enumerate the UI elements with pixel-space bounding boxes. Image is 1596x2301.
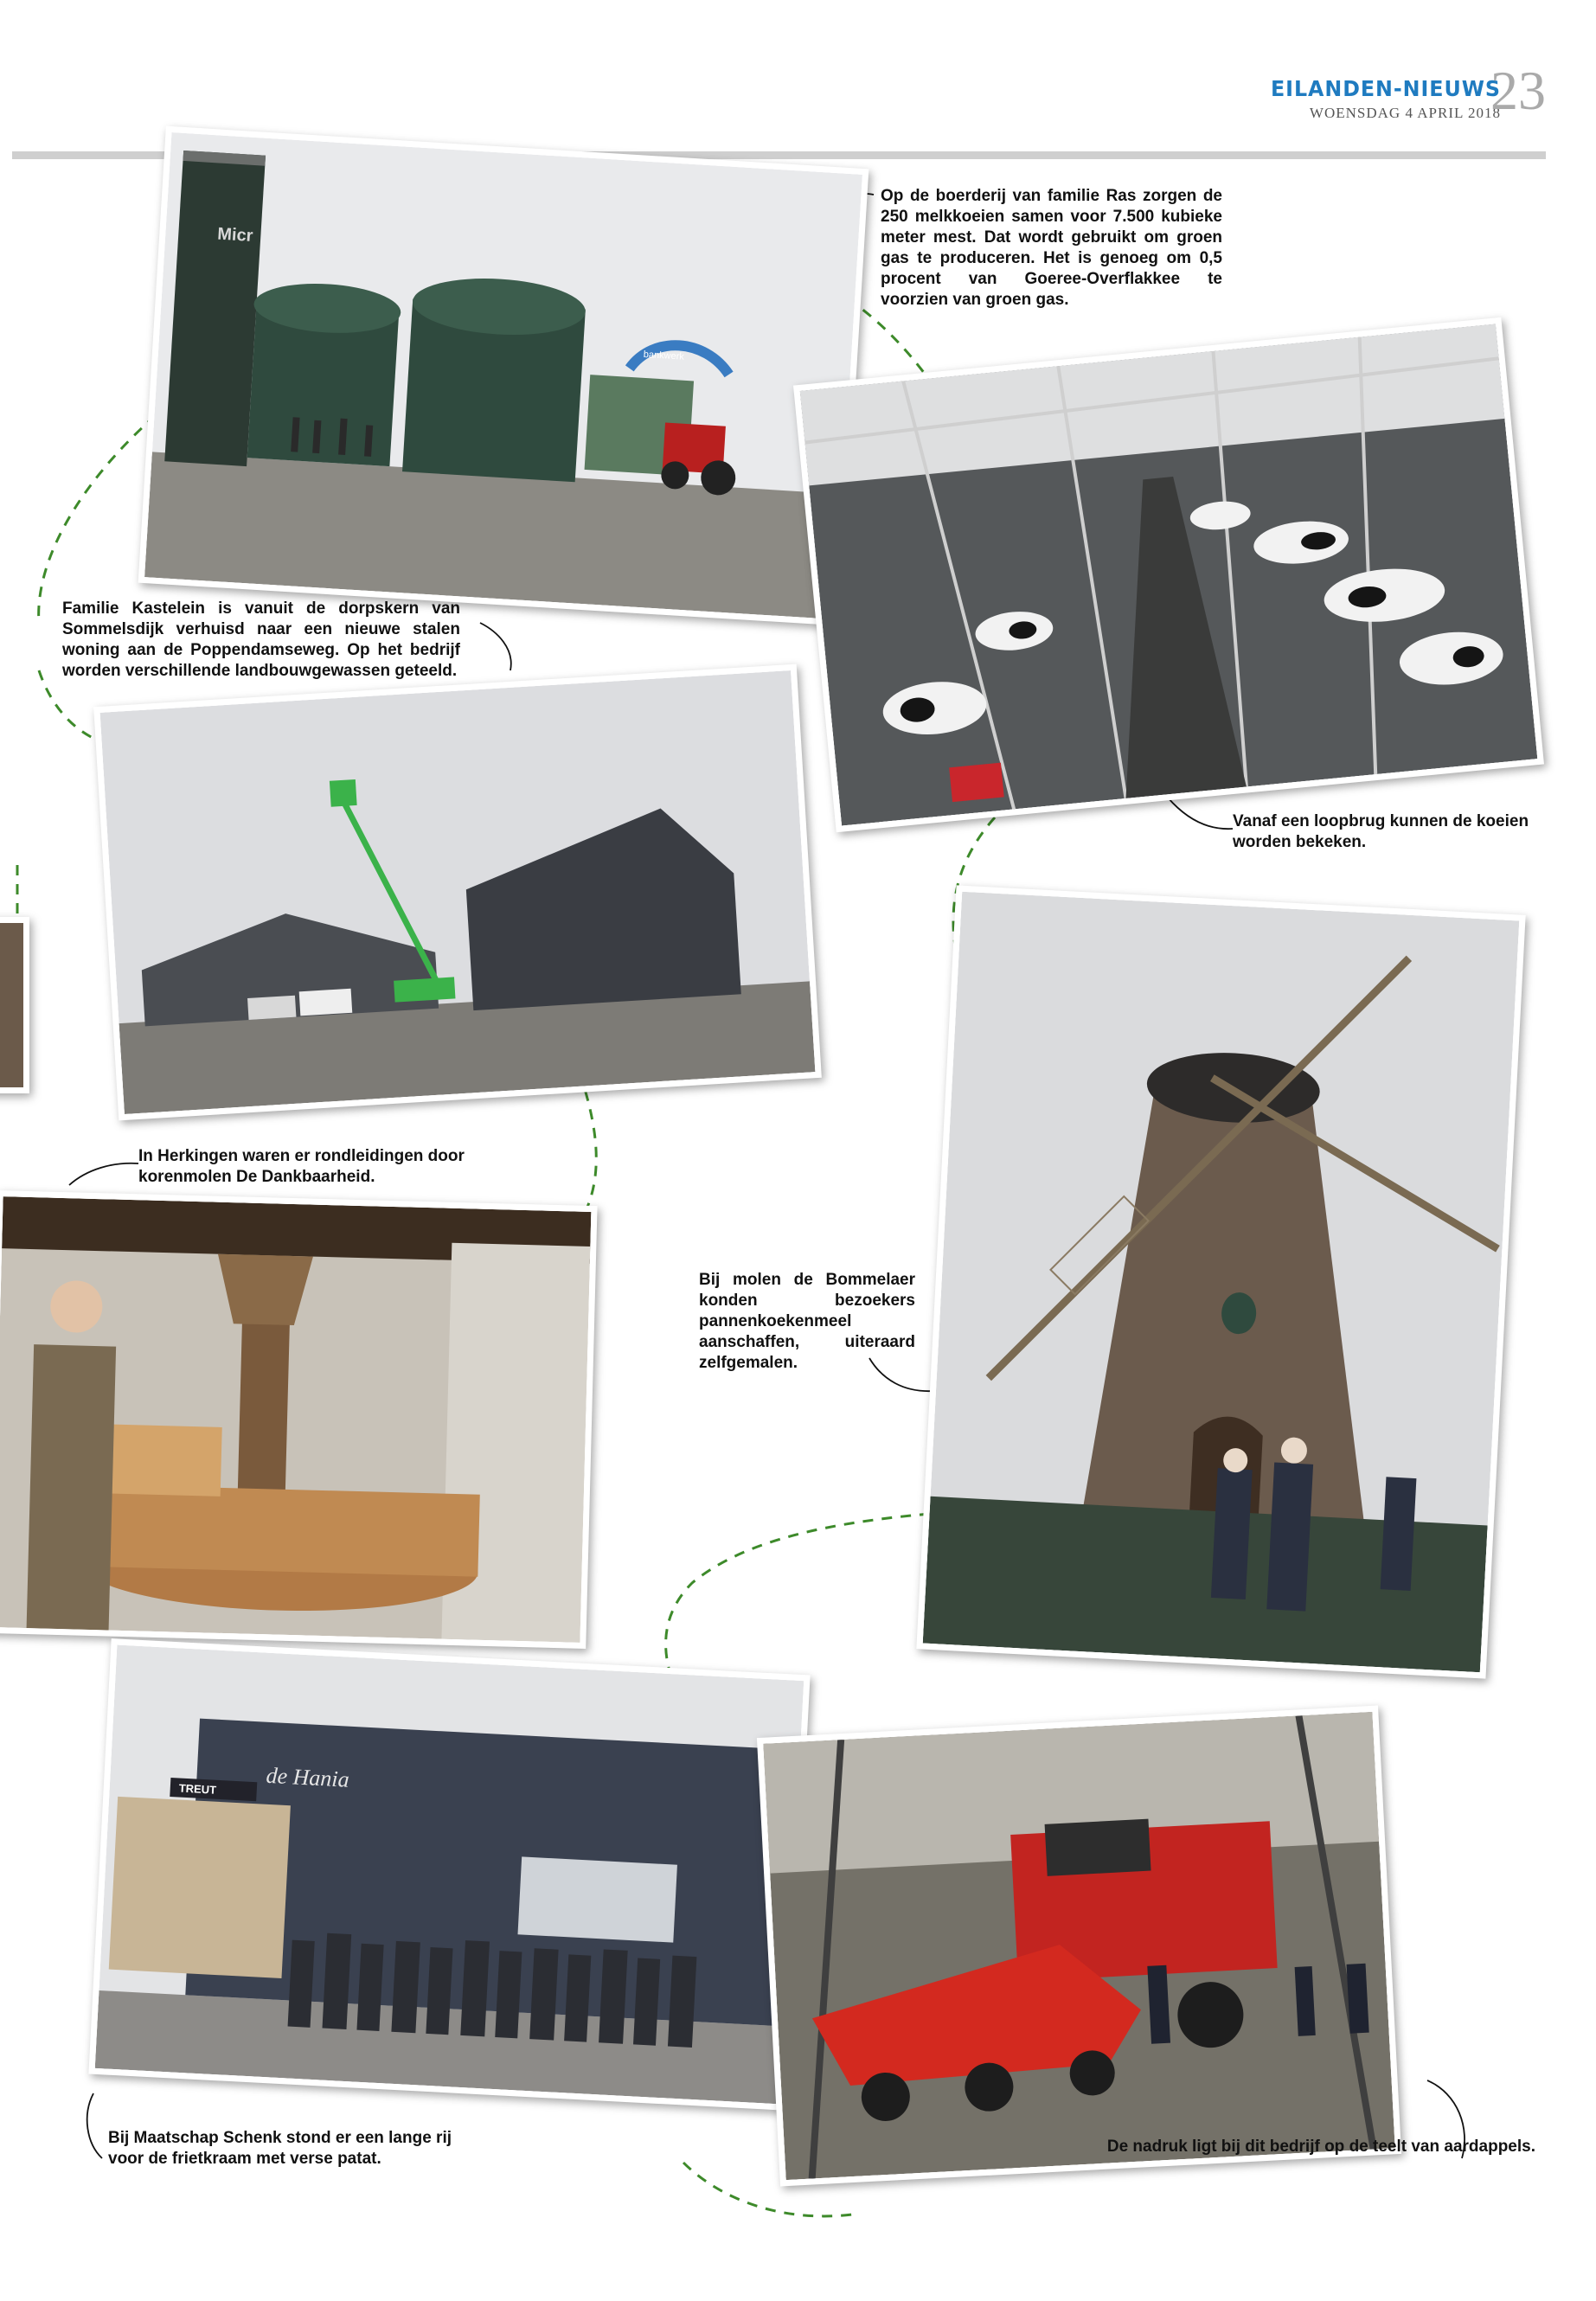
caption-biogas: Op de boerderij van familie Ras zorgen de 250 melkkoeien samen voor 7.500 kubieke meter mest. Dat wordt gebruikt om groen gas te produceren. Het is genoeg om 0,5 procent van Goeree-Overflakkee te voorzien van groen gas. <box>881 187 1222 309</box>
banner-lettering: bankwerk <box>643 349 685 362</box>
photo-steel-house <box>93 664 822 1121</box>
photo-potato-machinery <box>757 1706 1401 2187</box>
tank-lettering: Micr <box>216 224 254 247</box>
photo-korenmolen-interior <box>0 1190 598 1649</box>
caption-loopbrug: Vanaf een loopbrug kunnen de koeien worden bekeken. <box>1233 812 1529 851</box>
photo-edge-partial <box>0 917 29 1093</box>
publication-name: EILANDEN-NIEUWS <box>1271 76 1501 101</box>
page-number: 23 <box>1490 60 1546 121</box>
caption-bommelaer: Bij molen de Bommelaer konden bezoekers pannenkoekenmeel aanschaffen, uiteraard zelfgemalen. <box>699 1271 915 1372</box>
caption-herkingen: In Herkingen waren er rondleidingen door korenmolen De Dankbaarheid. <box>138 1147 465 1186</box>
photo-de-hania-frietkraam <box>88 1638 810 2111</box>
publication-date: WOENSDAG 4 APRIL 2018 <box>1309 105 1501 121</box>
caption-schenk: Bij Maatschap Schenk stond er een lange rij voor de frietkraam met verse patat. <box>108 2129 452 2168</box>
photo-cow-barn <box>793 317 1544 832</box>
photo-windmill-bommelaer <box>916 885 1525 1678</box>
caption-kastelein: Familie Kastelein is vanuit de dorpskern van Sommelsdijk verhuisd naar een nieuwe stalen woning aan de Poppendamseweg. Op het bedrijf worden verschillende landbouwgewassen geteeld. <box>62 599 460 680</box>
building-sign: de Hania <box>265 1762 350 1792</box>
photo-biogas-installation <box>138 126 869 626</box>
caption-aardappels: De nadruk ligt bij dit bedrijf op de teelt van aardappels. <box>1106 2138 1535 2156</box>
stall-sign: TREUT <box>178 1781 217 1797</box>
masthead <box>1259 76 1501 122</box>
